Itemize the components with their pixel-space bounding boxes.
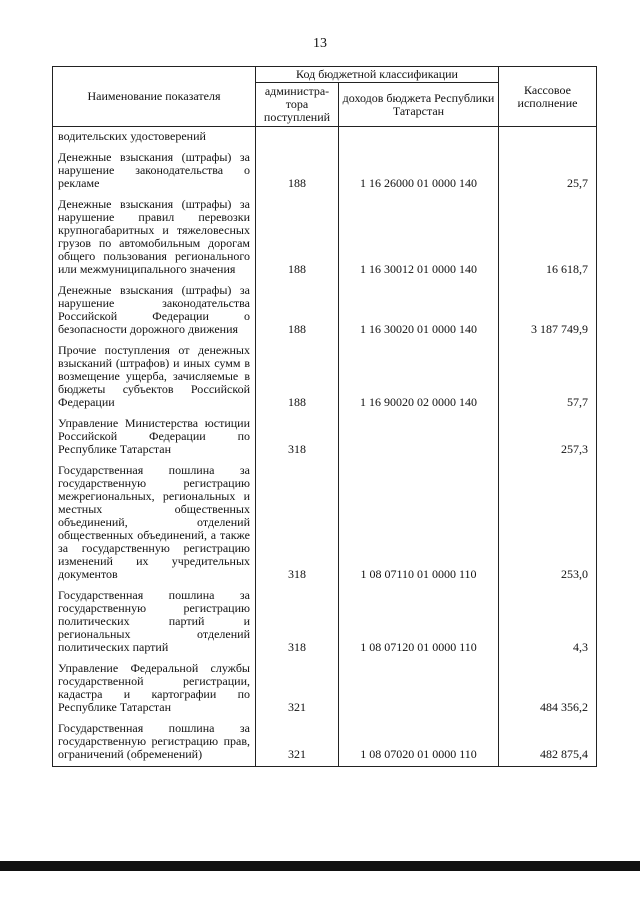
row-name: водительских удостоверений	[53, 127, 256, 149]
row-administrator: 188	[256, 148, 339, 195]
row-code: 1 08 07110 01 0000 110	[339, 461, 499, 586]
table-body	[53, 127, 597, 767]
row-value: 484 356,2	[499, 659, 597, 719]
scan-bottom-edge	[0, 861, 640, 871]
table-row	[53, 461, 597, 586]
row-name: Государственная пошлина за государственную регистрацию политических партий и региональных отделений политических партий	[53, 586, 256, 659]
row-administrator	[256, 127, 339, 149]
row-name: Управление Министерства юстиции Российской Федерации по Республике Татарстан	[53, 414, 256, 461]
table-row	[53, 586, 597, 659]
row-value: 482 875,4	[499, 719, 597, 767]
row-value	[499, 127, 597, 149]
row-code: 1 08 07020 01 0000 110	[339, 719, 499, 767]
row-administrator: 321	[256, 659, 339, 719]
row-name: Денежные взыскания (штрафы) за нарушение законодательства Российской Федерации о безопасности дорожного движения	[53, 281, 256, 341]
row-code: 1 16 90020 02 0000 140	[339, 341, 499, 414]
row-value: 3 187 749,9	[499, 281, 597, 341]
row-value: 253,0	[499, 461, 597, 586]
row-value: 4,3	[499, 586, 597, 659]
header-administrator: администра-тора поступлений	[256, 83, 339, 127]
row-administrator: 188	[256, 281, 339, 341]
table-row	[53, 414, 597, 461]
header-name: Наименование показателя	[53, 67, 256, 127]
header-income: доходов бюджета Республики Татарстан	[339, 83, 499, 127]
header-execution: Кассовое исполнение	[499, 67, 597, 127]
row-code: 1 08 07120 01 0000 110	[339, 586, 499, 659]
table-row	[53, 659, 597, 719]
row-name: Прочие поступления от денежных взысканий (штрафов) и иных сумм в возмещение ущерба, зачисляемые в бюджеты субъектов Российской Федерации	[53, 341, 256, 414]
row-value: 16 618,7	[499, 195, 597, 281]
table-row	[53, 148, 597, 195]
row-code: 1 16 30020 01 0000 140	[339, 281, 499, 341]
row-name: Денежные взыскания (штрафы) за нарушение правил перевозки крупногабаритных и тяжеловесных грузов по автомобильным дорогам общего пользования регионального или межмуниципального значения	[53, 195, 256, 281]
table-row	[53, 281, 597, 341]
row-code	[339, 659, 499, 719]
row-code: 1 16 26000 01 0000 140	[339, 148, 499, 195]
row-administrator: 318	[256, 586, 339, 659]
row-value: 57,7	[499, 341, 597, 414]
table-row	[53, 719, 597, 767]
row-code: 1 16 30012 01 0000 140	[339, 195, 499, 281]
table-header	[53, 67, 597, 127]
table-row	[53, 341, 597, 414]
header-code-group: Код бюджетной классификации	[256, 67, 499, 83]
row-administrator: 188	[256, 195, 339, 281]
row-administrator: 188	[256, 341, 339, 414]
row-value: 25,7	[499, 148, 597, 195]
table-row	[53, 127, 597, 149]
row-name: Государственная пошлина за государственную регистрацию межрегиональных, региональных и местных общественных объединений, отделений общественных объединений, а также за государственную регистрацию изменений их учредительных документов	[53, 461, 256, 586]
row-administrator: 321	[256, 719, 339, 767]
row-code	[339, 414, 499, 461]
row-administrator: 318	[256, 414, 339, 461]
row-name: Управление Федеральной службы государственной регистрации, кадастра и картографии по Республике Татарстан	[53, 659, 256, 719]
row-name: Денежные взыскания (штрафы) за нарушение законодательства о рекламе	[53, 148, 256, 195]
budget-table	[52, 66, 597, 767]
row-value: 257,3	[499, 414, 597, 461]
table-row	[53, 195, 597, 281]
page-number: 13	[313, 36, 327, 51]
row-name: Государственная пошлина за государственную регистрацию прав, ограничений (обременений)	[53, 719, 256, 767]
row-administrator: 318	[256, 461, 339, 586]
row-code	[339, 127, 499, 149]
